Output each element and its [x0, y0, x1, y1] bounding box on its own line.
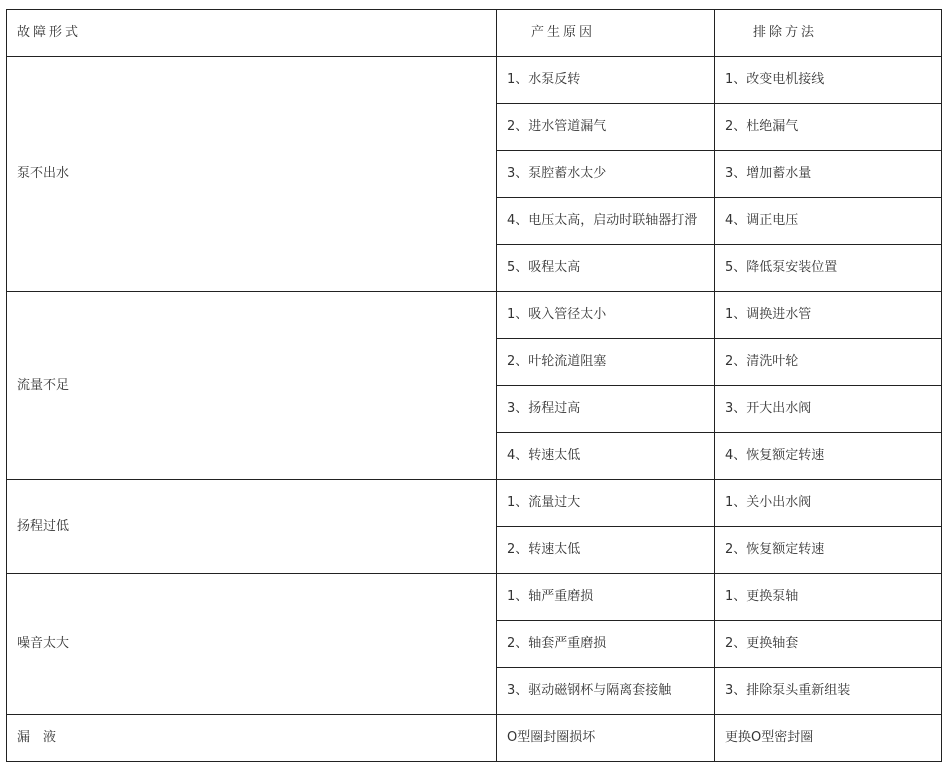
- remedy-cell: 1、关小出水阀: [715, 480, 942, 527]
- remedy-cell: 2、清洗叶轮: [715, 339, 942, 386]
- table-row: [7, 480, 942, 527]
- remedy-cell: 3、排除泵头重新组装: [715, 668, 942, 715]
- remedy-cell: 3、增加蓄水量: [715, 151, 942, 198]
- remedy-cell: 4、恢复额定转速: [715, 433, 942, 480]
- cause-cell: 3、泵腔蓄水太少: [497, 151, 715, 198]
- cause-cell: 3、扬程过高: [497, 386, 715, 433]
- cause-cell: 1、流量过大: [497, 480, 715, 527]
- table-row: [7, 574, 942, 621]
- remedy-cell: 1、改变电机接线: [715, 57, 942, 104]
- table-row: [7, 292, 942, 339]
- table-row: [7, 57, 942, 104]
- remedy-cell: 3、开大出水阀: [715, 386, 942, 433]
- remedy-cell: 2、杜绝漏气: [715, 104, 942, 151]
- cause-cell: 3、驱动磁钢杯与隔离套接触: [497, 668, 715, 715]
- cause-cell: 4、电压太高，启动时联轴器打滑: [497, 198, 715, 245]
- fault-table: [6, 9, 942, 762]
- fault-cell: 流量不足: [7, 292, 497, 480]
- header-remedy: 排除方法: [715, 10, 942, 57]
- header-cause: 产生原因: [497, 10, 715, 57]
- cause-cell: 2、叶轮流道阻塞: [497, 339, 715, 386]
- cause-cell: 1、轴严重磨损: [497, 574, 715, 621]
- cause-cell: O型圈封圈损坏: [497, 715, 715, 762]
- remedy-cell: 1、更换泵轴: [715, 574, 942, 621]
- remedy-cell: 2、恢复额定转速: [715, 527, 942, 574]
- header-row: [7, 10, 942, 57]
- remedy-cell: 1、调换进水管: [715, 292, 942, 339]
- fault-cell: 扬程过低: [7, 480, 497, 574]
- cause-cell: 4、转速太低: [497, 433, 715, 480]
- remedy-cell: 更换O型密封圈: [715, 715, 942, 762]
- cause-cell: 2、转速太低: [497, 527, 715, 574]
- remedy-cell: 5、降低泵安装位置: [715, 245, 942, 292]
- remedy-cell: 2、更换轴套: [715, 621, 942, 668]
- fault-cell: 噪音太大: [7, 574, 497, 715]
- remedy-cell: 4、调正电压: [715, 198, 942, 245]
- fault-cell: 漏 液: [7, 715, 497, 762]
- fault-cell: 泵不出水: [7, 57, 497, 292]
- cause-cell: 2、进水管道漏气: [497, 104, 715, 151]
- header-fault: 故障形式: [7, 10, 497, 57]
- cause-cell: 1、水泵反转: [497, 57, 715, 104]
- table-row: [7, 715, 942, 762]
- cause-cell: 1、吸入管径太小: [497, 292, 715, 339]
- cause-cell: 2、轴套严重磨损: [497, 621, 715, 668]
- cause-cell: 5、吸程太高: [497, 245, 715, 292]
